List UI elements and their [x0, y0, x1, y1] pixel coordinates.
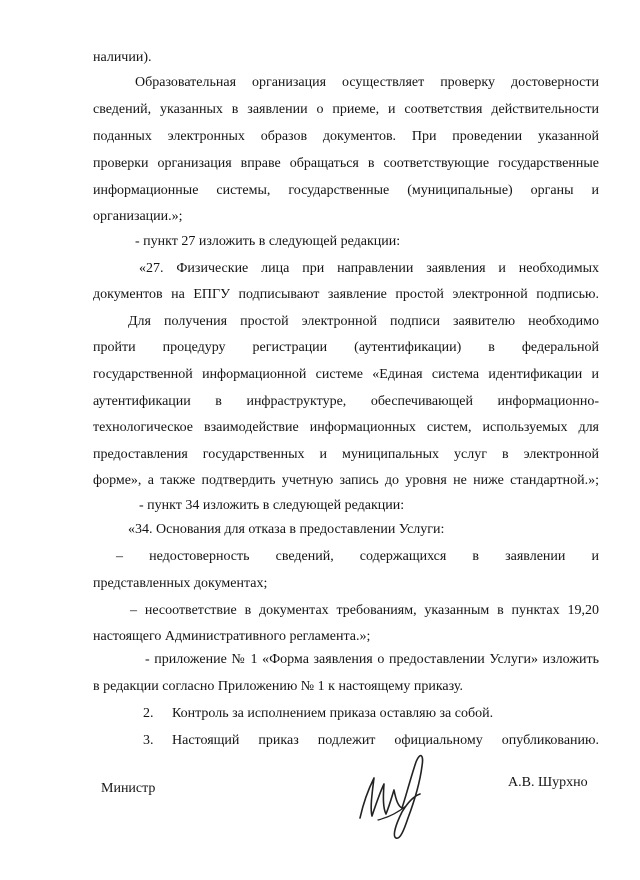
- text-line: - пункт 34 изложить в следующей редакции:: [139, 498, 405, 513]
- text-line: предоставления государственных и муниципальных услуг в электронной: [93, 447, 599, 462]
- signatory-title: Министр: [101, 781, 156, 796]
- signatory-name: А.В. Шурхно: [508, 775, 588, 790]
- text-line: представленных документах;: [93, 576, 268, 591]
- text-line: - приложение № 1 «Форма заявления о предоставлении Услуги» изложить: [145, 652, 599, 667]
- text-line: поданных электронных образов документов. При проведении указанной: [93, 129, 599, 144]
- item-number: 3.: [143, 733, 154, 748]
- text-line: пройти процедуру регистрации (аутентификации) в федеральной: [93, 340, 599, 355]
- text-line: Настоящий приказ подлежит официальному опубликованию.: [172, 733, 599, 748]
- text-line: организации.»;: [93, 209, 183, 224]
- text-line: проверки организация вправе обращаться в соответствующие государственные: [93, 156, 599, 171]
- text-line: – несоответствие в документах требованиям, указанным в пунктах 19,20: [130, 603, 599, 618]
- text-line: наличии).: [93, 50, 152, 65]
- text-line: – недостоверность сведений, содержащихся в заявлении и: [116, 549, 599, 564]
- text-line: государственной информационной системе «Единая система идентификации и: [93, 367, 599, 382]
- text-line: - пункт 27 изложить в следующей редакции:: [135, 234, 401, 249]
- text-line: в редакции согласно Приложению № 1 к настоящему приказу.: [93, 679, 463, 694]
- text-line: Для получения простой электронной подписи заявителю необходимо: [128, 314, 599, 329]
- text-line: аутентификации в инфраструктуре, обеспечивающей информационно-: [93, 394, 599, 409]
- handwritten-signature: [350, 748, 440, 843]
- text-line: документов на ЕПГУ подписывают заявление простой электронной подписью.: [93, 287, 599, 302]
- text-line: «34. Основания для отказа в предоставлении Услуги:: [128, 522, 445, 537]
- text-line: технологическое взаимодействие информационных систем, используемых для: [93, 420, 599, 435]
- text-line: «27. Физические лица при направлении заявления и необходимых: [139, 261, 599, 276]
- text-line: сведений, указанных в заявлении о приеме, и соответствия действительности: [93, 102, 599, 117]
- text-line: Образовательная организация осуществляет проверку достоверности: [135, 75, 599, 90]
- text-line: форме», а также подтвердить учетную запись до уровня не ниже стандартной.»;: [93, 473, 599, 488]
- text-line: Контроль за исполнением приказа оставляю за собой.: [172, 706, 494, 721]
- item-number: 2.: [143, 706, 154, 721]
- text-line: настоящего Административного регламента.»;: [93, 629, 371, 644]
- text-line: информационные системы, государственные (муниципальные) органы и: [93, 183, 599, 198]
